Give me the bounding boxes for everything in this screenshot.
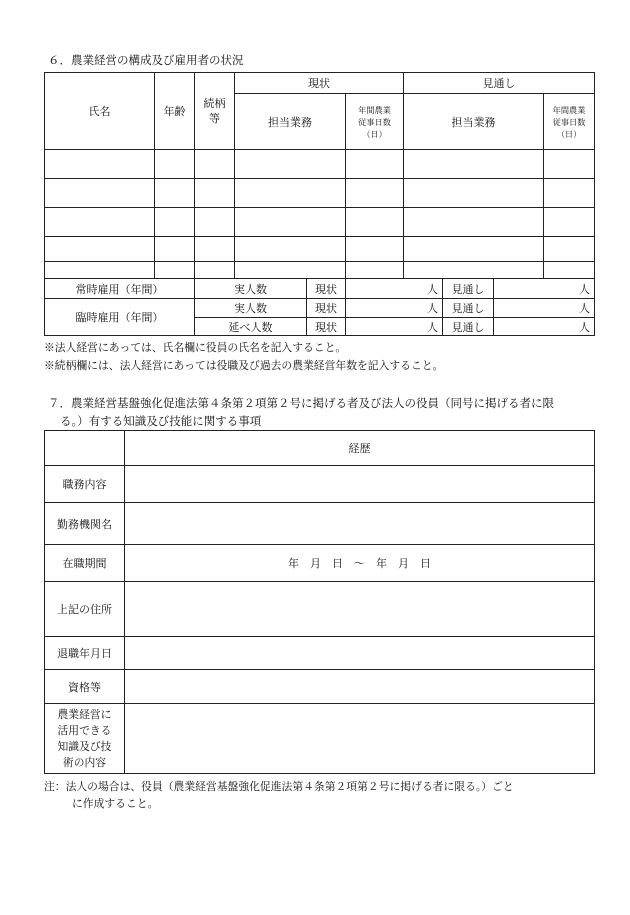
header-current: 現状 (235, 73, 404, 94)
member-outlook-duty-cell[interactable] (404, 208, 544, 237)
member-outlook-days-cell[interactable] (544, 262, 595, 279)
member-current-duty-cell[interactable] (235, 208, 346, 237)
permanent-employment-label: 常時雇用（年間） (45, 279, 195, 299)
member-name-cell[interactable] (45, 179, 155, 208)
member-current-days-cell[interactable] (346, 179, 404, 208)
employer-field[interactable] (125, 503, 595, 545)
duties-label: 職務内容 (45, 466, 125, 503)
member-outlook-duty-cell[interactable] (404, 237, 544, 262)
temporary-employment-label: 臨時雇用（年間） (45, 299, 195, 336)
member-current-duty-cell[interactable] (235, 237, 346, 262)
table-row (45, 208, 595, 237)
permanent-current-count[interactable]: 人 (346, 279, 443, 299)
member-current-duty-cell[interactable] (235, 150, 346, 179)
member-current-days-cell[interactable] (346, 262, 404, 279)
temporary-current-count[interactable]: 人 (346, 299, 443, 318)
member-name-cell[interactable] (45, 262, 155, 279)
section7-note-line1: 注：法人の場合は、役員（農業経営基盤強化促進法第４条第２項第２号に掲げる者に限る。）ごと (44, 780, 514, 793)
member-age-cell[interactable] (155, 208, 195, 237)
member-outlook-days-cell[interactable] (544, 237, 595, 262)
header-outlook: 見通し (404, 73, 595, 94)
member-outlook-duty-cell[interactable] (404, 262, 544, 279)
section7-title-line2: る。）有する知識及び技能に関する事項 (60, 414, 262, 428)
employer-label: 勤務機関名 (45, 503, 125, 545)
header-name: 氏名 (45, 73, 155, 150)
knowledge-skills-table (44, 430, 595, 774)
period-label: 在職期間 (45, 545, 125, 582)
member-age-cell[interactable] (155, 262, 195, 279)
member-name-cell[interactable] (45, 150, 155, 179)
header-outlook-days: 年間農業 従事日数 （日） (544, 94, 595, 150)
permanent-outlook-count[interactable]: 人 (494, 279, 595, 299)
member-outlook-days-cell[interactable] (544, 150, 595, 179)
member-relation-cell[interactable] (195, 237, 235, 262)
outlook-label: 見通し (443, 279, 494, 299)
section6-note-1: ※法人経営にあっては、氏名欄に役員の氏名を記入すること。 (44, 341, 347, 354)
total-count-label: 延べ人数 (195, 318, 307, 336)
corner-cell (45, 431, 125, 466)
header-relation: 続柄 等 (195, 73, 235, 150)
member-outlook-duty-cell[interactable] (404, 179, 544, 208)
total-outlook-count[interactable]: 人 (494, 318, 595, 336)
member-current-days-cell[interactable] (346, 150, 404, 179)
member-outlook-duty-cell[interactable] (404, 150, 544, 179)
permanent-employment-row (45, 279, 595, 299)
actual-count-label: 実人数 (195, 279, 307, 299)
table-row (45, 237, 595, 262)
section7-note-line2: に作成すること。 (72, 797, 159, 810)
career-header: 経歴 (125, 431, 595, 466)
member-relation-cell[interactable] (195, 208, 235, 237)
current-label: 現状 (307, 279, 346, 299)
member-age-cell[interactable] (155, 179, 195, 208)
current-label: 現状 (307, 299, 346, 318)
duties-field[interactable] (125, 466, 595, 503)
header-outlook-duty: 担当業務 (404, 94, 544, 150)
section6-note-2: ※続柄欄には、法人経営にあっては役職及び過去の農業経営年数を記入すること。 (44, 359, 444, 372)
member-current-days-cell[interactable] (346, 208, 404, 237)
qualifications-field[interactable] (125, 670, 595, 704)
member-outlook-days-cell[interactable] (544, 208, 595, 237)
header-age: 年齢 (155, 73, 195, 150)
outlook-label: 見通し (443, 299, 494, 318)
member-current-duty-cell[interactable] (235, 262, 346, 279)
family-employment-table (44, 72, 595, 336)
table-row (45, 262, 595, 279)
retire-date-label: 退職年月日 (45, 637, 125, 670)
member-name-cell[interactable] (45, 208, 155, 237)
member-relation-cell[interactable] (195, 150, 235, 179)
temporary-employment-row (45, 299, 595, 318)
member-relation-cell[interactable] (195, 262, 235, 279)
retire-date-field[interactable] (125, 637, 595, 670)
knowledge-field[interactable] (125, 704, 595, 774)
current-label: 現状 (307, 318, 346, 336)
temporary-outlook-count[interactable]: 人 (494, 299, 595, 318)
period-field[interactable]: 年 月 日 ～ 年 月 日 (125, 545, 595, 582)
qualifications-label: 資格等 (45, 670, 125, 704)
table-row (45, 179, 595, 208)
knowledge-label: 農業経営に 活用できる 知識及び技 術の内容 (45, 704, 125, 774)
address-label: 上記の住所 (45, 582, 125, 637)
header-current-duty: 担当業務 (235, 94, 346, 150)
section6-title: ６．農業経営の構成及び雇用者の状況 (48, 53, 244, 67)
member-current-duty-cell[interactable] (235, 179, 346, 208)
address-field[interactable] (125, 582, 595, 637)
total-current-count[interactable]: 人 (346, 318, 443, 336)
member-current-days-cell[interactable] (346, 237, 404, 262)
member-name-cell[interactable] (45, 237, 155, 262)
header-current-days: 年間農業 従事日数 （日） (346, 94, 404, 150)
actual-count-label: 実人数 (195, 299, 307, 318)
member-age-cell[interactable] (155, 150, 195, 179)
outlook-label: 見通し (443, 318, 494, 336)
member-outlook-days-cell[interactable] (544, 179, 595, 208)
section7-title-line1: ７．農業経営基盤強化促進法第４条第２項第２号に掲げる者及び法人の役員（同号に掲げる者に限 (48, 396, 554, 410)
table-row (45, 150, 595, 179)
member-age-cell[interactable] (155, 237, 195, 262)
member-relation-cell[interactable] (195, 179, 235, 208)
